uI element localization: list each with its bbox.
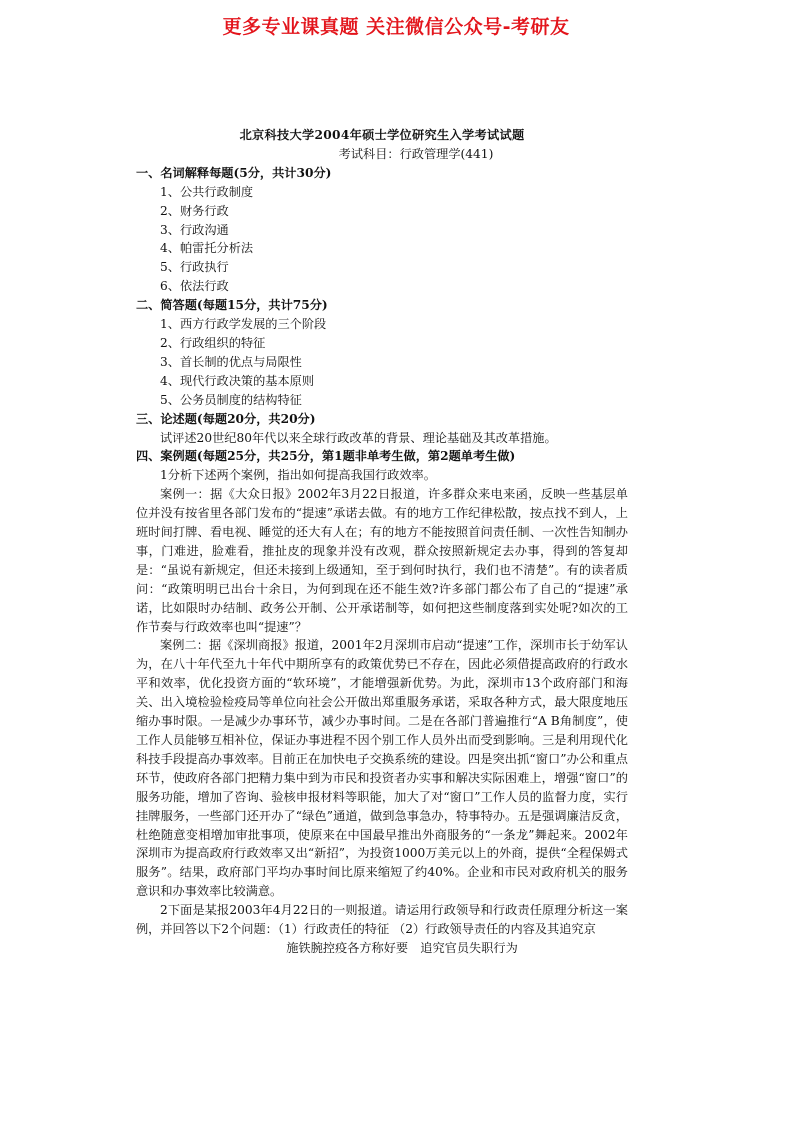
- case-question-2: 2下面是某报2003年4月22日的一则报道。请运用行政领导和行政责任原理分析这一案例，并回答以下2个问题：（1）行政责任的特征 （2）行政领导责任的内容及其追究京: [136, 903, 628, 937]
- news-headline: 施铁腕控疫各方称好要 追究官员失职行为: [286, 940, 518, 955]
- list-item: 2、行政组织的特征: [160, 335, 266, 350]
- list-item: 3、行政沟通: [160, 222, 229, 237]
- list-item: 6、依法行政: [160, 279, 229, 294]
- section-4-heading: 四、案例题(每题25分，共25分，第1题非单考生做，第2题单考生做): [136, 449, 516, 464]
- case-question-1: 1分析下述两个案例，指出如何提高我国行政效率。: [160, 468, 436, 483]
- list-item: 2、财务行政: [160, 203, 229, 218]
- list-item: 5、公务员制度的结构特征: [160, 392, 302, 407]
- essay-question: 试评述20世纪80年代以来全球行政改革的背景、理论基础及其改革措施。: [160, 430, 557, 445]
- exam-title: 北京科技大学2004年硕士学位研究生入学考试试题: [239, 128, 525, 142]
- exam-subject: 考试科目：行政管理学(441): [338, 146, 494, 161]
- exam-document: [136, 126, 628, 958]
- list-item: 1、公共行政制度: [160, 184, 254, 199]
- case-two-text: 案例二：据《深圳商报》报道，2001年2月深圳市启动“提速”工作，深圳市长于幼军认为，在八十年代至九十年代中期所享有的政策优势已不存在，因此必须借提高政府的行政水平和效率，优化投资方面的“软环境”，才能增强新优势。为此，深圳市13个政府部门和海关、出入境检验检疫局等单位向社会公开做出郑重服务承诺，采取各种方式，最大限度地压缩办事时限。一是减少办事环节，减少办事时间。二是在各部门普遍推行“A B角制度”，使工作人员能够互相补位，保证办事进程不因个别工作人员外出而受到影响。三是利用现代化科技手段提高办事效率。目前正在加快电子交换系统的建设。四是突出抓“窗口”办公和重点环节，使政府各部门把精力集中到为市民和投资者办实事和解决实际困难上，增强“窗口”的服务功能，增加了咨询、验核申报材料等职能，加大了对“窗口”工作人员的监督力度，实行挂牌服务，一些部门还开办了“绿色”通道，做到急事急办，特事特办。五是强调廉洁反贪，杜绝随意变相增加审批事项，使原来在中国最早推出外商服务的“一条龙”舞起来。2002年深圳市为提高政府行政效率又出“新招”，为投资1000万美元以上的外商，提供“全程保姆式服务”。结果，政府部门平均办事时间比原来缩短了约40%。企业和市民对政府机关的服务意识和办事效率比较满意。: [136, 638, 628, 899]
- list-item: 4、现代行政决策的基本原则: [160, 373, 315, 388]
- section-2-heading: 二、简答题(每题15分，共计75分): [136, 298, 328, 313]
- case-one-text: 案例一：据《大众日报》2002年3月22日报道，许多群众来电来函，反映一些基层单位并没有按省里各部门发布的“提速”承诺去做。有的地方工作纪律松散，按点找不到人，上班时间打牌、看电视、睡觉的还大有人在；有的地方不能按照首问责任制、一次性告知制办事，门难进，脸难看，推扯皮的现象并没有改观，群众按照新规定去办事，得到的答复却是：“虽说有新规定，但还未接到上级通知，至于到何时执行，我们也不清楚”。有的读者质问：“政策明明已出台十余日，为何到现在还不能生效?许多部门都公布了自己的“提速”承诺，比如限时办结制、政务公开制、公开承诺制等，如何把这些制度落到实处呢?如次的工作节奏与行政效率也叫“提速”？: [136, 487, 628, 634]
- list-item: 1、西方行政学发展的三个阶段: [160, 317, 327, 332]
- list-item: 3、首长制的优点与局限性: [160, 354, 302, 369]
- section-3-heading: 三、论述题(每题20分，共20分): [136, 411, 316, 426]
- section-1-heading: 一、名词解释每题(5分，共计30分): [136, 165, 332, 180]
- list-item: 5、行政执行: [160, 260, 229, 275]
- promo-banner: 更多专业课真题 关注微信公众号-考研友: [222, 16, 570, 38]
- list-item: 4、帕雷托分析法: [160, 241, 254, 256]
